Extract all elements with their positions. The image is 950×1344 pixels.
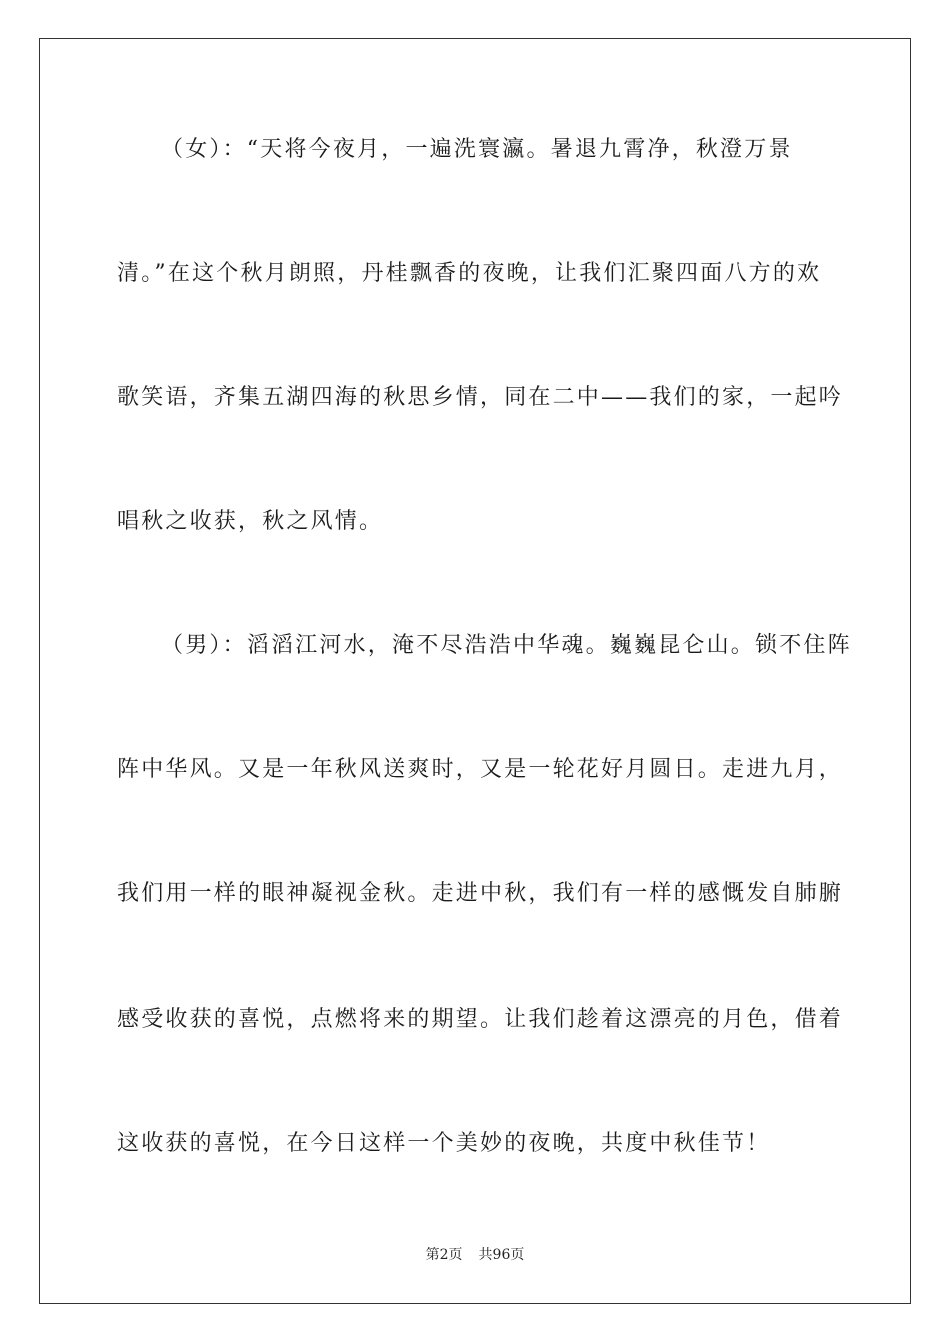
paragraph-1-line-2: 清。”在这个秋月朗照，丹桂飘香的夜晚，让我们汇聚四面八方的欢 xyxy=(117,261,822,286)
paragraph-2-line-1: （男）：滔滔江河水，淹不尽浩浩中华魂。巍巍昆仑山。锁不住阵 xyxy=(161,633,852,658)
page-footer xyxy=(0,1246,950,1264)
total-pages: 共96页 xyxy=(478,1247,525,1263)
paragraph-2-line-2: 阵中华风。又是一年秋风送爽时，又是一轮花好月圆日。走进九月， xyxy=(117,757,844,782)
paragraph-1-line-1: （女）：“天将今夜月，一遍洗寰瀛。暑退九霄净，秋澄万景 xyxy=(161,137,793,162)
paragraph-2-line-4: 感受收获的喜悦，点燃将来的期望。让我们趁着这漂亮的月色，借着 xyxy=(117,1007,844,1032)
paragraph-2-line-3: 我们用一样的眼神凝视金秋。走进中秋，我们有一样的感慨发自肺腑 xyxy=(117,881,844,906)
paragraph-1-line-4: 唱秋之收获，秋之风情。 xyxy=(117,509,384,534)
paragraph-2-line-5: 这收获的喜悦，在今日这样一个美妙的夜晚，共度中秋佳节！ xyxy=(117,1131,771,1156)
paragraph-1-line-3: 歌笑语，齐集五湖四海的秋思乡情，同在二中——我们的家，一起吟 xyxy=(117,385,844,410)
page-border xyxy=(39,38,911,1304)
page-number: 第2页 xyxy=(425,1247,463,1263)
